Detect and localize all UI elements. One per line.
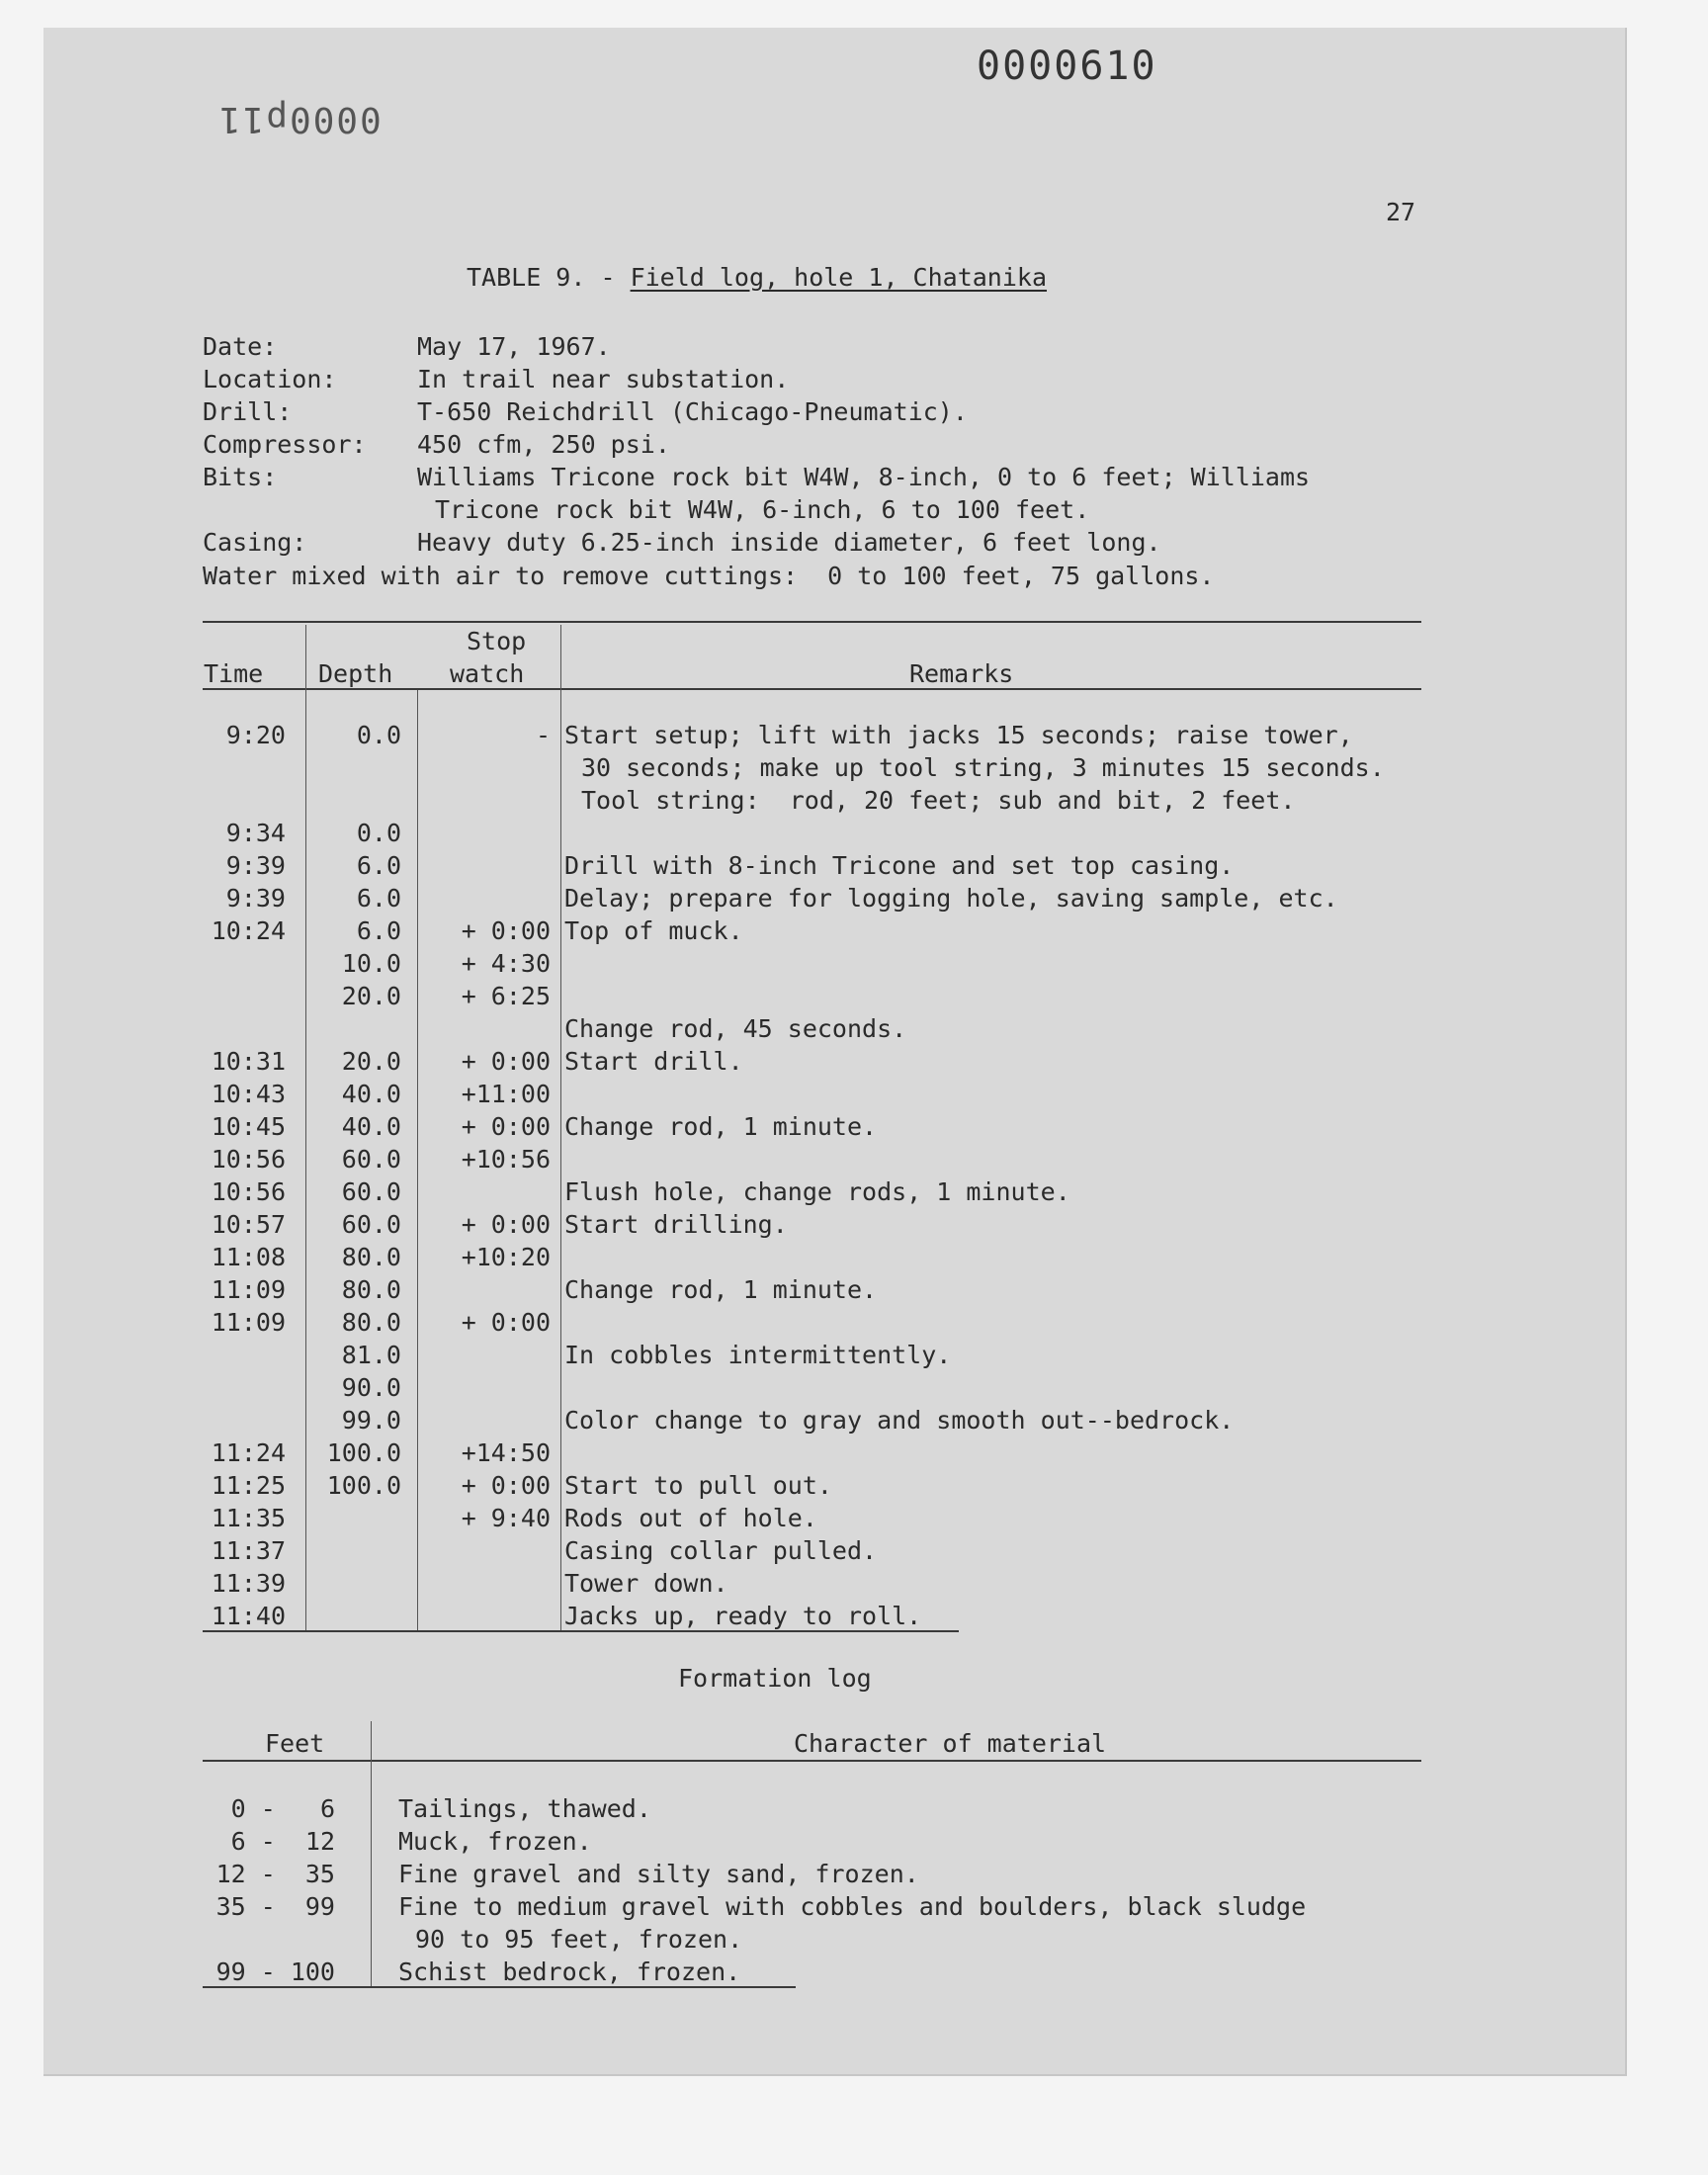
cell-depth: 100.0 — [326, 1438, 401, 1467]
cell-time: 10:57 — [211, 1210, 286, 1239]
cell-remarks: Drill with 8-inch Tricone and set top casing. — [564, 851, 1235, 880]
cell-remarks: Change rod, 1 minute. — [564, 1275, 878, 1304]
cell-remarks: Top of muck. — [564, 916, 743, 945]
cell-remarks: Color change to gray and smooth out--bedrock. — [564, 1406, 1235, 1435]
cell-stopwatch: + 0:00 — [461, 1047, 551, 1076]
cell-material: Fine gravel and silty sand, frozen. — [398, 1860, 919, 1888]
cell-depth: 100.0 — [326, 1471, 401, 1500]
column-divider-3 — [560, 625, 561, 1630]
cell-depth: 40.0 — [341, 1080, 401, 1108]
header-value: In trail near substation. — [417, 365, 790, 393]
column-header-time: Time — [204, 659, 264, 688]
cell-time: 10:24 — [211, 916, 286, 945]
cell-depth: 20.0 — [341, 982, 401, 1010]
cell-depth: 0.0 — [356, 721, 401, 749]
cell-depth: 6.0 — [356, 916, 401, 945]
cell-depth: 99.0 — [341, 1406, 401, 1435]
header-label: Date: — [203, 332, 278, 361]
cell-stopwatch: + 6:25 — [461, 982, 551, 1010]
column-header-material: Character of material — [794, 1729, 1107, 1758]
cell-remarks: Casing collar pulled. — [564, 1536, 878, 1565]
column-header-remarks: Remarks — [909, 659, 1014, 688]
cell-remarks: Jacks up, ready to roll. — [564, 1602, 922, 1630]
cell-depth: 6.0 — [356, 884, 401, 913]
cell-depth: 80.0 — [341, 1243, 401, 1271]
table-title-underlined: Field log, hole 1, Chatanika — [630, 263, 1048, 292]
cell-remarks: Rods out of hole. — [564, 1504, 817, 1532]
cell-depth: 6.0 — [356, 851, 401, 880]
cell-remarks: Flush hole, change rods, 1 minute. — [564, 1177, 1070, 1206]
cell-time: 9:34 — [225, 819, 286, 847]
cell-feet: 0 - 6 — [230, 1794, 335, 1823]
cell-remarks: Start to pull out. — [564, 1471, 832, 1500]
header-value-cont: Tricone rock bit W4W, 6-inch, 6 to 100 feet. — [435, 495, 1090, 524]
cell-stopwatch: + 0:00 — [461, 1112, 551, 1141]
cell-remarks: In cobbles intermittently. — [564, 1341, 952, 1369]
cell-remarks: Change rod, 1 minute. — [564, 1112, 878, 1141]
table-header-rule — [203, 688, 1421, 690]
cell-time: 10:56 — [211, 1177, 286, 1206]
cell-depth: 60.0 — [341, 1210, 401, 1239]
column-divider-2 — [417, 690, 418, 1630]
cell-feet: 12 - 35 — [215, 1860, 335, 1888]
table-top-rule — [203, 621, 1421, 623]
cell-stopwatch: + 0:00 — [461, 1471, 551, 1500]
cell-depth: 0.0 — [356, 819, 401, 847]
cell-remarks: 30 seconds; make up tool string, 3 minutes 15 seconds. — [581, 753, 1385, 782]
cell-feet: 99 - 100 — [215, 1958, 335, 1986]
cell-time: 11:09 — [211, 1308, 286, 1337]
cell-stopwatch: + 4:30 — [461, 949, 551, 978]
cell-time: 9:39 — [225, 884, 286, 913]
table-bottom-rule — [203, 1630, 959, 1632]
cell-stopwatch: +10:56 — [461, 1145, 551, 1174]
formation-log-title: Formation log — [678, 1664, 872, 1693]
header-value: 450 cfm, 250 psi. — [417, 430, 670, 459]
cell-time: 10:45 — [211, 1112, 286, 1141]
header-label: Bits: — [203, 463, 278, 491]
cell-depth: 81.0 — [341, 1341, 401, 1369]
cell-material: Tailings, thawed. — [398, 1794, 651, 1823]
cell-depth: 80.0 — [341, 1308, 401, 1337]
cell-depth: 20.0 — [341, 1047, 401, 1076]
page-number: 27 — [1386, 198, 1416, 226]
cell-stopwatch: +10:20 — [461, 1243, 551, 1271]
cell-time: 10:56 — [211, 1145, 286, 1174]
cell-stopwatch: +14:50 — [461, 1438, 551, 1467]
cell-time: 11:40 — [211, 1602, 286, 1630]
column-header-stopwatch-top: Stop — [467, 627, 527, 655]
cell-time: 10:43 — [211, 1080, 286, 1108]
header-label: Drill: — [203, 397, 293, 426]
cell-time: 11:37 — [211, 1536, 286, 1565]
formation-column-divider — [371, 1721, 372, 1986]
header-value: T-650 Reichdrill (Chicago-Pneumatic). — [417, 397, 968, 426]
cell-remarks: Tool string: rod, 20 feet; sub and bit, 2 feet. — [581, 786, 1296, 815]
cell-feet: 6 - 12 — [230, 1827, 335, 1856]
cell-remarks: Change rod, 45 seconds. — [564, 1014, 907, 1043]
cell-time: 11:08 — [211, 1243, 286, 1271]
cell-remarks: Start drilling. — [564, 1210, 788, 1239]
cell-time: 9:39 — [225, 851, 286, 880]
column-header-feet: Feet — [265, 1729, 325, 1758]
header-label: Location: — [203, 365, 337, 393]
table-title-prefix: TABLE 9. - — [467, 263, 631, 292]
cell-stopwatch: + 0:00 — [461, 1308, 551, 1337]
cell-time: 11:35 — [211, 1504, 286, 1532]
cell-stopwatch: + 9:40 — [461, 1504, 551, 1532]
cell-remarks: Start setup; lift with jacks 15 seconds; raise tower, — [564, 721, 1353, 749]
cell-material: Schist bedrock, frozen. — [398, 1958, 741, 1986]
cell-remarks: Delay; prepare for logging hole, saving sample, etc. — [564, 884, 1338, 913]
cell-time: 11:39 — [211, 1569, 286, 1598]
cell-depth: 10.0 — [341, 949, 401, 978]
cell-stopwatch: + 0:00 — [461, 916, 551, 945]
formation-bottom-rule — [203, 1986, 796, 1988]
cell-material: Muck, frozen. — [398, 1827, 592, 1856]
cell-depth: 60.0 — [341, 1145, 401, 1174]
cell-depth: 90.0 — [341, 1373, 401, 1402]
header-value: May 17, 1967. — [417, 332, 611, 361]
cell-remarks: Tower down. — [564, 1569, 728, 1598]
cell-time: 9:20 — [225, 721, 286, 749]
cell-stopwatch: +11:00 — [461, 1080, 551, 1108]
water-note: Water mixed with air to remove cuttings: 0 to 100 feet, 75 gallons. — [203, 562, 1215, 590]
cell-depth: 40.0 — [341, 1112, 401, 1141]
cell-feet: 35 - 99 — [215, 1892, 335, 1921]
header-label: Compressor: — [203, 430, 367, 459]
cell-stopwatch: + 0:00 — [461, 1210, 551, 1239]
page-stamp-top-left: 0000p11 — [217, 99, 382, 139]
cell-depth: 80.0 — [341, 1275, 401, 1304]
header-value: Williams Tricone rock bit W4W, 8-inch, 0 to 6 feet; Williams — [417, 463, 1311, 491]
formation-header-rule — [203, 1760, 1421, 1762]
cell-time: 10:31 — [211, 1047, 286, 1076]
cell-stopwatch: - — [535, 721, 551, 749]
column-header-stopwatch-bottom: watch — [450, 659, 525, 688]
page-stamp-top-right: 0000610 — [977, 44, 1157, 89]
column-header-depth: Depth — [318, 659, 393, 688]
cell-material: 90 to 95 feet, frozen. — [415, 1925, 743, 1954]
column-divider-1 — [305, 625, 306, 1630]
header-label: Casing: — [203, 528, 307, 557]
cell-depth: 60.0 — [341, 1177, 401, 1206]
header-value: Heavy duty 6.25-inch inside diameter, 6 feet long. — [417, 528, 1161, 557]
cell-material: Fine to medium gravel with cobbles and boulders, black sludge — [398, 1892, 1307, 1921]
cell-time: 11:09 — [211, 1275, 286, 1304]
table-title — [467, 263, 1047, 292]
cell-remarks: Start drill. — [564, 1047, 743, 1076]
cell-time: 11:24 — [211, 1438, 286, 1467]
cell-time: 11:25 — [211, 1471, 286, 1500]
